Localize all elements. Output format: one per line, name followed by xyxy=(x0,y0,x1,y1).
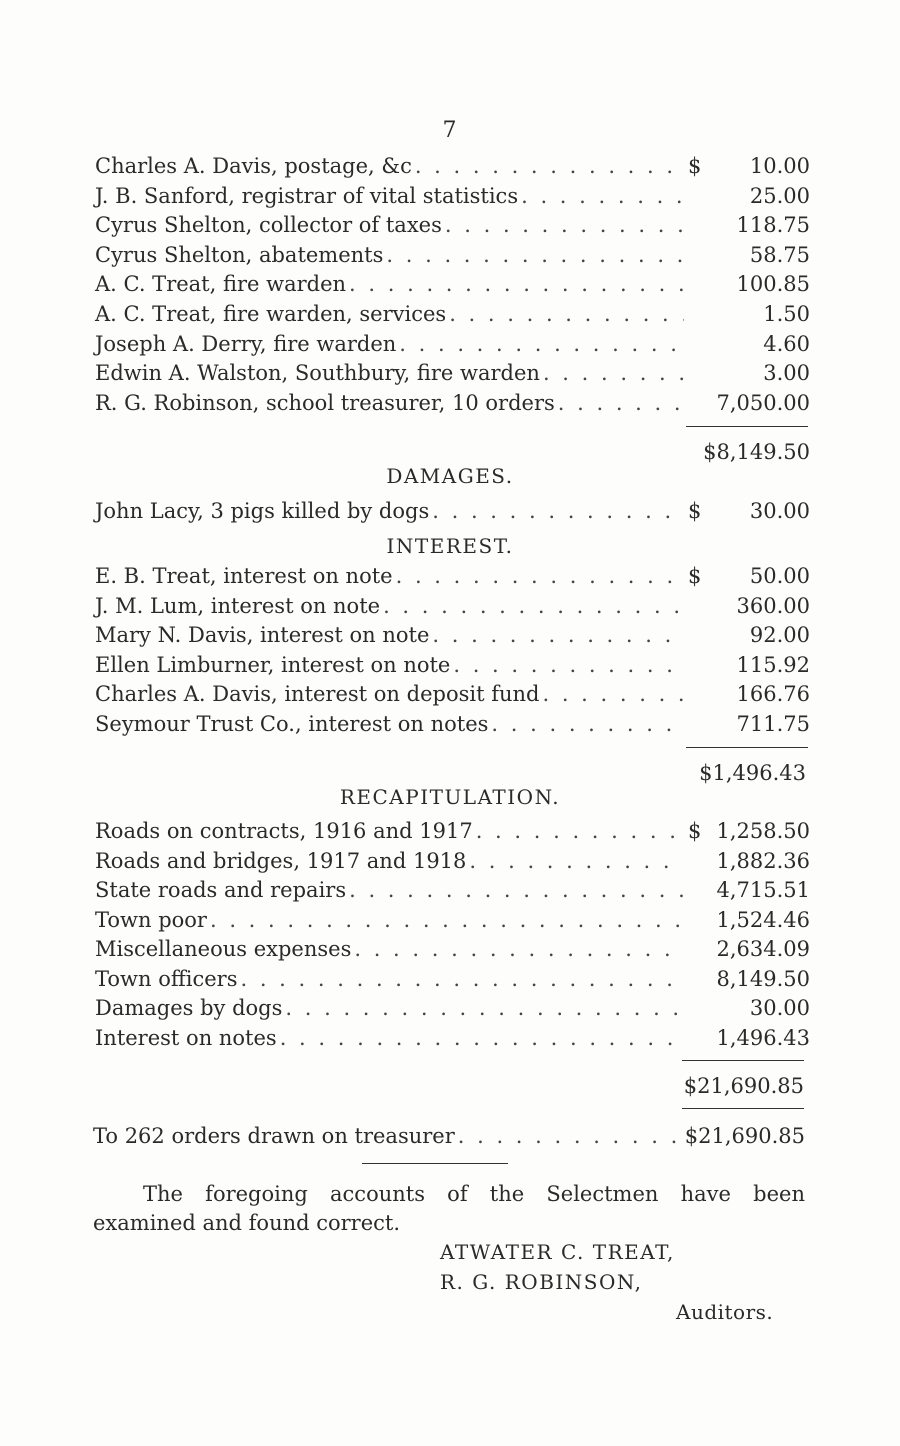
leader-dots xyxy=(491,709,684,739)
leader-dots xyxy=(558,388,684,418)
ledger-label: Ellen Limburner, interest on note xyxy=(95,652,451,677)
ledger-amount: 4,715.51 xyxy=(716,878,810,902)
leader-dots xyxy=(445,210,684,240)
ledger-row xyxy=(95,679,810,709)
leader-dots xyxy=(240,964,684,994)
leader-dots xyxy=(354,934,684,964)
ledger-label: E. B. Treat, interest on note xyxy=(95,564,393,588)
ledger-amount: 100.85 xyxy=(736,272,810,297)
ledger-label: Charles A. Davis, postage, &c xyxy=(95,154,412,178)
leader-dots xyxy=(542,679,684,709)
interest-total: $1,496.43 xyxy=(699,761,806,785)
ledger-row xyxy=(95,964,810,994)
signature-1: ATWATER C. TREAT, xyxy=(440,1240,675,1264)
ledger-row xyxy=(95,934,810,964)
ledger-label: Joseph A. Derry, fire warden xyxy=(95,331,397,356)
leader-dots xyxy=(469,846,684,876)
orders-label: To 262 orders drawn on treasurer xyxy=(93,1124,455,1148)
ledger-row xyxy=(95,210,810,240)
ledger-label: Town officers xyxy=(95,966,238,991)
leader-dots xyxy=(432,620,684,650)
ledger-label: R. G. Robinson, school treasurer, 10 orders xyxy=(95,390,555,415)
ledger-amount: 3.00 xyxy=(763,361,810,386)
ledger-amount: 1,882.36 xyxy=(716,848,810,873)
leader-dots xyxy=(285,993,684,1023)
ledger-label: A. C. Treat, fire warden, services xyxy=(95,302,447,326)
ledger-label: Charles A. Davis, interest on deposit fund xyxy=(95,682,540,707)
misc-total: $8,149.50 xyxy=(703,440,810,464)
ledger-row xyxy=(95,846,810,876)
leader-dots xyxy=(432,496,684,526)
ledger-amount: 30.00 xyxy=(749,499,810,523)
ledger-row xyxy=(95,496,810,526)
ledger-row xyxy=(95,650,810,680)
dollar-sign: $ xyxy=(688,499,702,523)
ledger-row xyxy=(95,561,810,591)
ledger-row xyxy=(95,905,810,935)
recap-double-rule xyxy=(682,1108,804,1109)
leader-dots xyxy=(349,875,684,905)
ledger-row xyxy=(95,388,810,418)
ledger-amount: 8,149.50 xyxy=(716,966,810,991)
ledger-amount: 1.50 xyxy=(763,302,810,326)
ledger-label: J. B. Sanford, registrar of vital statistics xyxy=(95,183,519,208)
ledger-amount: 1,524.46 xyxy=(716,907,810,932)
leader-dots xyxy=(521,181,684,211)
ledger-label: Town poor xyxy=(95,907,207,932)
ledger-amount: 711.75 xyxy=(736,712,810,736)
interest-total-rule xyxy=(686,747,808,748)
leader-dots xyxy=(399,329,684,359)
ledger-label: Roads and bridges, 1917 and 1918 xyxy=(95,848,467,873)
ledger-row xyxy=(95,1023,810,1053)
dollar-sign: $ xyxy=(688,154,702,178)
leader-dots xyxy=(449,299,684,329)
closing-statement xyxy=(93,1180,805,1238)
orders-row xyxy=(93,1121,805,1151)
leader-dots xyxy=(396,561,684,591)
recap-heading: RECAPITULATION. xyxy=(339,785,561,809)
leader-dots xyxy=(458,1121,679,1151)
recap-total: $21,690.85 xyxy=(683,1074,804,1098)
leader-dots xyxy=(453,650,684,680)
ledger-amount: 1,496.43 xyxy=(716,1025,810,1050)
leader-dots xyxy=(543,358,684,388)
ledger-label: Mary N. Davis, interest on note xyxy=(95,623,430,648)
ledger-amount: 115.92 xyxy=(736,652,810,677)
ledger-row xyxy=(95,620,810,650)
ledger-amount: 92.00 xyxy=(749,623,810,648)
interest-heading: INTEREST. xyxy=(386,534,514,558)
ledger-label: John Lacy, 3 pigs killed by dogs xyxy=(95,499,430,523)
ledger-amount: 2,634.09 xyxy=(716,937,810,961)
leader-dots xyxy=(476,816,684,846)
dollar-sign: $ xyxy=(688,819,702,843)
leader-dots xyxy=(386,240,684,270)
damages-heading: DAMAGES. xyxy=(386,464,514,488)
ledger-amount: 360.00 xyxy=(736,593,810,618)
signature-title: Auditors. xyxy=(676,1300,774,1324)
signature-2: R. G. ROBINSON, xyxy=(440,1270,643,1294)
ledger-label: J. M. Lum, interest on note xyxy=(95,593,381,618)
ledger-row xyxy=(95,875,810,905)
ledger-label: Seymour Trust Co., interest on notes xyxy=(95,712,489,736)
ledger-row xyxy=(95,329,810,359)
ledger-row xyxy=(95,269,810,299)
ledger-amount: 118.75 xyxy=(736,213,810,238)
ledger-label: Cyrus Shelton, collector of taxes xyxy=(95,213,442,238)
ledger-label: Damages by dogs xyxy=(95,996,283,1020)
leader-dots xyxy=(415,151,684,181)
recap-total-rule xyxy=(682,1060,804,1061)
ledger-amount: 166.76 xyxy=(736,682,810,707)
leader-dots xyxy=(210,905,684,935)
ledger-amount: 30.00 xyxy=(749,996,810,1020)
ledger-label: State roads and repairs xyxy=(95,878,347,902)
ledger-amount: 7,050.00 xyxy=(716,390,810,415)
ledger-row xyxy=(95,240,810,270)
leader-dots xyxy=(349,269,684,299)
ledger-row xyxy=(95,299,810,329)
ledger-label: Cyrus Shelton, abatements xyxy=(95,242,384,267)
ledger-row xyxy=(95,591,810,621)
ledger-label: A. C. Treat, fire warden xyxy=(95,272,347,297)
leader-dots xyxy=(383,591,684,621)
page-number: 7 xyxy=(442,118,458,143)
dollar-sign: $ xyxy=(688,564,702,588)
ledger-amount: 10.00 xyxy=(749,154,810,178)
misc-total-rule xyxy=(686,426,808,427)
ledger-amount: 50.00 xyxy=(749,564,810,588)
closing-text: The foregoing accounts of the Selectmen have been examined and found correct. xyxy=(93,1182,805,1235)
ledger-amount: 1,258.50 xyxy=(716,819,810,843)
section-divider xyxy=(362,1163,508,1164)
ledger-label: Edwin A. Walston, Southbury, fire warden xyxy=(95,361,540,386)
ledger-row xyxy=(95,816,810,846)
ledger-label: Roads on contracts, 1916 and 1917 xyxy=(95,819,473,843)
leader-dots xyxy=(280,1023,684,1053)
ledger-row xyxy=(95,709,810,739)
ledger-row xyxy=(95,358,810,388)
ledger-amount: 25.00 xyxy=(749,183,810,208)
ledger-label: Miscellaneous expenses xyxy=(95,937,352,961)
ledger-amount: 58.75 xyxy=(749,242,810,267)
ledger-amount: 4.60 xyxy=(763,331,810,356)
orders-amount: $21,690.85 xyxy=(684,1124,805,1148)
ledger-label: Interest on notes xyxy=(95,1025,277,1050)
ledger-row xyxy=(95,151,810,181)
ledger-row xyxy=(95,993,810,1023)
ledger-row xyxy=(95,181,810,211)
